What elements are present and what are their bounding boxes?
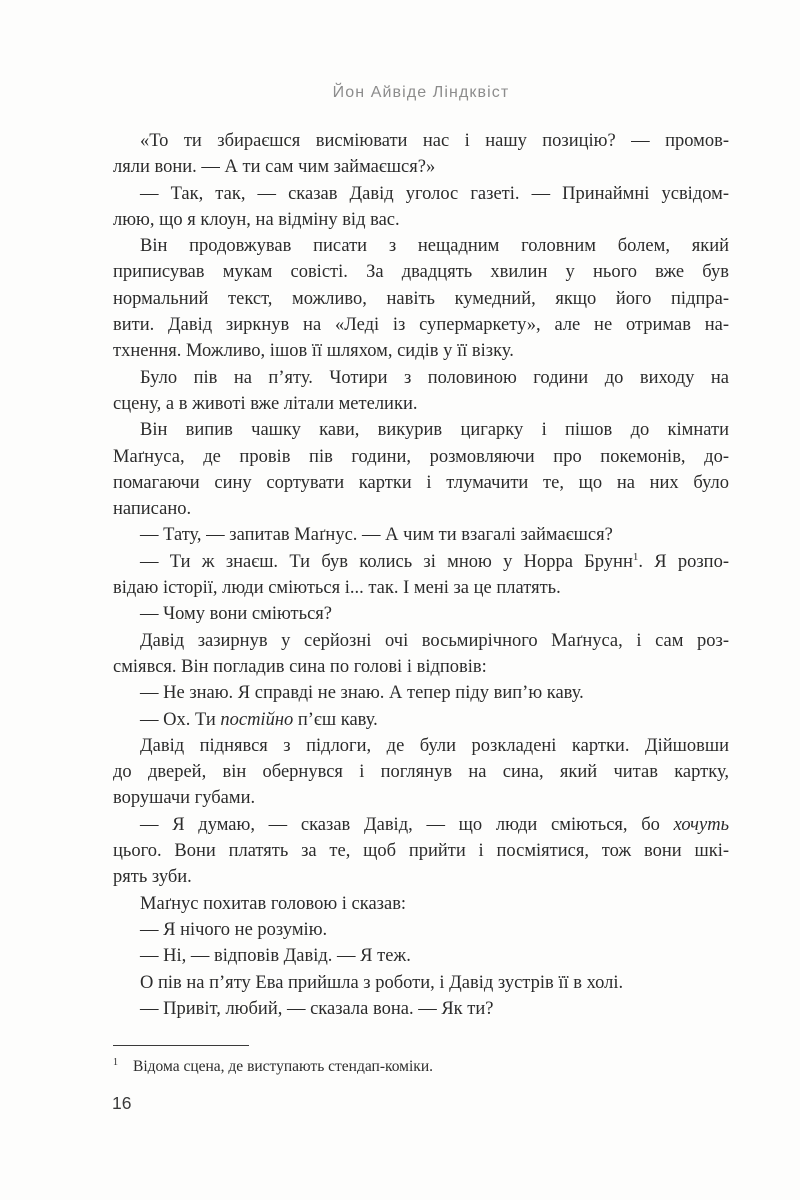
text-line [113, 391, 729, 417]
text-segment: ляли вони. — А ти сам чим займаєшся?» [113, 157, 436, 178]
text-segment: п’єш каву. [293, 709, 378, 730]
text-segment: Давід піднявся з підлоги, де були розкладені картки. Дійшовши [140, 735, 729, 756]
text-segment: тхнення. Можливо, ішов її шляхом, сидів у її візку. [113, 341, 514, 362]
text-segment: — Тату, — запитав Маґнус. — А чим ти взагалі займаєшся? [140, 525, 613, 546]
text-segment: Давід зазирнув у серйозні очі восьмирічного Маґнуса, і сам роз- [140, 630, 729, 651]
text-segment: сміявся. Він погладив сина по голові і відповів: [113, 656, 487, 677]
text-line [113, 207, 729, 233]
text-line [113, 154, 729, 180]
text-line [113, 470, 729, 496]
text-line [113, 864, 729, 890]
text-segment: — Так, так, — сказав Давід уголос газеті. — Принаймні усвідом- [140, 183, 729, 204]
footnote-reference: 1 [632, 550, 639, 563]
text-segment: — Ні, — відповів Давід. — Я теж. [140, 946, 411, 967]
text-line [113, 128, 729, 154]
text-line [113, 654, 729, 680]
text-line [113, 417, 729, 443]
text-segment: Він продовжував писати з нещадним головним болем, який [140, 236, 729, 257]
text-segment: Було пів на п’яту. Чотири з половиною години до виходу на [140, 367, 729, 388]
text-line [113, 628, 729, 654]
text-line [113, 522, 729, 548]
text-line [113, 838, 729, 864]
text-line [113, 444, 729, 470]
text-segment: — Ти ж знаєш. Ти був колись зі мною у Норра Брунн [140, 551, 633, 572]
footnote-separator [113, 1045, 249, 1046]
text-segment: сцену, а в животі вже літали метелики. [113, 393, 418, 414]
text-segment: Маґнус похитав головою і сказав: [140, 893, 407, 914]
text-segment: хочуть [673, 814, 729, 835]
text-line [113, 496, 729, 522]
text-line [113, 549, 729, 575]
text-line [113, 970, 729, 996]
text-line [113, 575, 729, 601]
footnote-text: Відома сцена, де виступають стендап-коміки. [133, 1058, 434, 1075]
text-segment: приписував мукам совісті. За двадцять хвилин у нього вже був [113, 262, 729, 283]
text-segment: — Я думаю, — сказав Давід, — що люди сміються, бо [140, 814, 674, 835]
text-segment: «То ти збираєшся висміювати нас і нашу позицію? — промов- [140, 131, 729, 151]
text-segment: Він випив чашку кави, викурив цигарку і пішов до кімнати [140, 420, 729, 441]
text-segment: — Ох. Ти [140, 709, 221, 730]
text-segment: постійно [220, 709, 294, 730]
text-segment: — Не знаю. Я справді не знаю. А тепер піду вип’ю каву. [140, 683, 584, 704]
text-line [113, 943, 729, 969]
footnote-marker: 1 [113, 1056, 118, 1068]
text-segment: — Я нічого не розумію. [140, 919, 328, 940]
body-text [113, 128, 729, 1022]
text-line [113, 785, 729, 811]
text-segment: нормальний текст, можливо, навіть кумедний, якщо його підпра- [113, 288, 729, 309]
text-line [113, 286, 729, 312]
text-segment: відаю історії, люди сміються і... так. І мені за це платять. [113, 578, 561, 599]
text-line [113, 680, 729, 706]
text-line [113, 917, 729, 943]
page-number: 16 [112, 1093, 132, 1113]
running-header-author: Йон Айвіде Ліндквіст [332, 84, 510, 101]
text-line [113, 233, 729, 259]
text-line [113, 259, 729, 285]
text-line [113, 996, 729, 1022]
text-line [113, 812, 729, 838]
text-segment: цього. Вони платять за те, щоб прийти і посміятися, тож вони шкі- [113, 841, 729, 862]
text-line [113, 365, 729, 391]
text-line [113, 181, 729, 207]
text-segment: — Привіт, любий, — сказала вона. — Як ти? [140, 998, 494, 1019]
text-segment: . Я розпо- [638, 551, 729, 572]
text-line [113, 601, 729, 627]
text-segment: Маґнуса, де провів пів години, розмовляючи про покемонів, до- [113, 446, 729, 467]
text-line [113, 759, 729, 785]
text-line [113, 733, 729, 759]
footnote [113, 1057, 729, 1077]
text-segment: рять зуби. [113, 867, 192, 888]
text-segment: вити. Давід зиркнув на «Леді із супермаркету», але не отримав на- [113, 315, 729, 336]
text-segment: — Чому вони сміються? [140, 604, 333, 625]
text-segment: ворушачи губами. [113, 788, 256, 809]
text-segment: О пів на п’яту Ева прийшла з роботи, і Давід зустрів її в холі. [140, 972, 624, 993]
text-line [113, 312, 729, 338]
text-segment: люю, що я клоун, на відміну від вас. [113, 209, 400, 230]
text-line [113, 338, 729, 364]
text-segment: написано. [113, 499, 192, 520]
text-line [113, 707, 729, 733]
text-line [113, 891, 729, 917]
text-segment: до дверей, він обернувся і поглянув на сина, який читав картку, [113, 762, 729, 783]
text-segment: помагаючи сину сортувати картки і тлумачити те, що на них було [113, 472, 729, 493]
